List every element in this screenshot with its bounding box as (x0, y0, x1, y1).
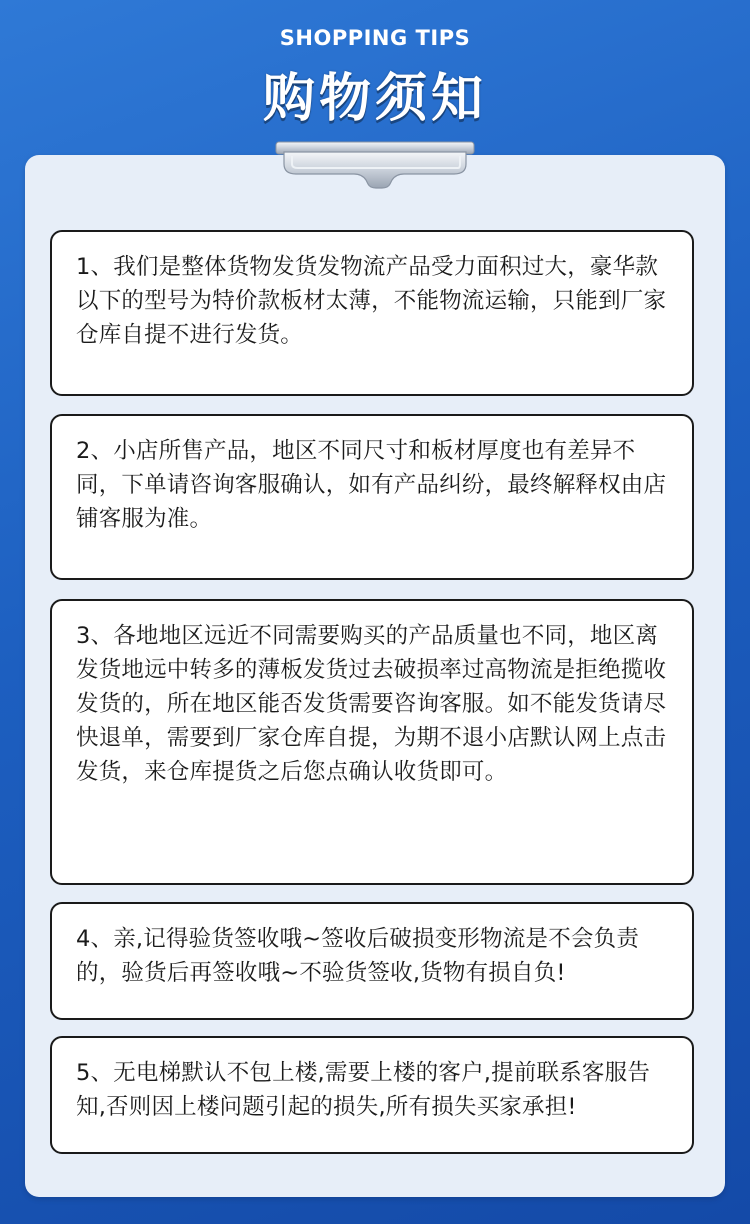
tip-card-5 (50, 1036, 694, 1154)
clipboard-clip-icon (270, 134, 480, 192)
tip-text-3: 3、各地地区远近不同需要购买的产品质量也不同，地区离发货地远中转多的薄板发货过去破损率过高物流是拒绝揽收发货的，所在地区能否发货需要咨询客服。如不能发货请尽快退单，需要到厂家仓库自提，为期不退小店默认网上点击发货，来仓库提货之后您点确认收货即可。 (76, 623, 667, 785)
page-title: 购物须知 (262, 69, 487, 129)
tip-text-4: 4、亲,记得验货签收哦~签收后破损变形物流是不会负责的，验货后再签收哦~不验货签收,货物有损自负! (76, 926, 640, 986)
tip-text-1: 1、我们是整体货物发货发物流产品受力面积过大，豪华款以下的型号为特价款板材太薄，不能物流运输，只能到厂家仓库自提不进行发货。 (76, 254, 667, 348)
tip-text-5: 5、无电梯默认不包上楼,需要上楼的客户,提前联系客服告知,否则因上楼问题引起的损失,所有损失买家承担! (76, 1060, 651, 1120)
tip-card-3 (50, 599, 694, 885)
tip-card-4 (50, 902, 694, 1020)
header-subtitle: SHOPPING TIPS (279, 26, 471, 50)
tip-card-1 (50, 230, 694, 396)
tip-text-2: 2、小店所售产品，地区不同尺寸和板材厚度也有差异不同，下单请咨询客服确认，如有产品纠纷，最终解释权由店铺客服为准。 (76, 438, 667, 532)
tip-card-2 (50, 414, 694, 580)
